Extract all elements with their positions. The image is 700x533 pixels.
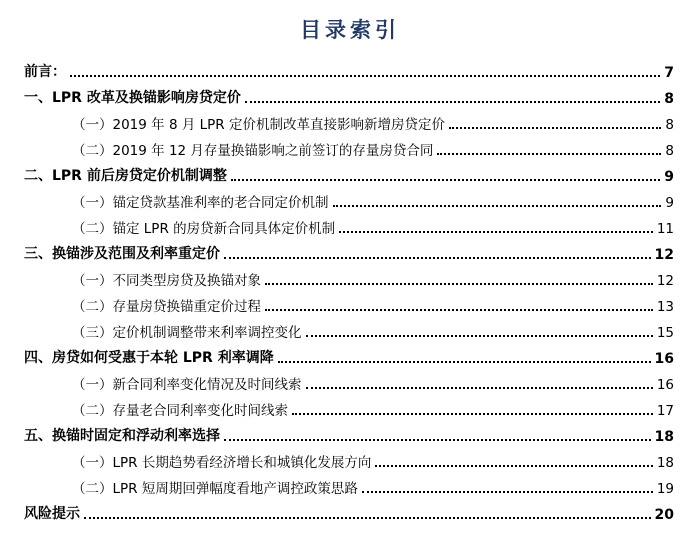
toc-page-number: 13	[656, 299, 674, 315]
toc-subsection-entry[interactable]	[24, 188, 674, 214]
toc-subsection-entry[interactable]	[24, 396, 674, 422]
toc-section-entry[interactable]	[24, 240, 674, 266]
toc-dot-leader	[278, 361, 651, 363]
toc-entry-label: 一、LPR 改革及换锚影响房贷定价	[24, 90, 241, 106]
toc-page-number: 19	[656, 481, 674, 497]
toc-page-number: 18	[656, 455, 674, 471]
toc-entry-label: （二）存量老合同利率变化时间线索	[72, 403, 288, 419]
toc-page-number: 20	[654, 507, 674, 523]
toc-subsection-entry[interactable]	[24, 214, 674, 240]
toc-entry-label: （二）LPR 短周期回弹幅度看地产调控政策思路	[72, 481, 358, 497]
toc-entry-label: 三、换锚涉及范围及利率重定价	[24, 246, 220, 262]
toc-dot-leader	[306, 335, 653, 337]
toc-dot-leader	[70, 75, 660, 77]
toc-page-number: 16	[656, 377, 674, 393]
toc-section-entry[interactable]	[24, 422, 674, 448]
toc-entry-label: （一）新合同利率变化情况及时间线索	[72, 377, 302, 393]
toc-page-number: 7	[664, 65, 674, 81]
toc-entry-label: 风险提示	[24, 506, 80, 522]
toc-dot-leader	[231, 179, 660, 181]
toc-section-entry[interactable]	[24, 344, 674, 370]
toc-dot-leader	[292, 413, 653, 415]
toc-subsection-entry[interactable]	[24, 110, 674, 136]
toc-entry-label: （一）锚定贷款基准利率的老合同定价机制	[72, 195, 329, 211]
toc-subsection-entry[interactable]	[24, 448, 674, 474]
toc-entry-label: 四、房贷如何受惠于本轮 LPR 利率调降	[24, 350, 274, 366]
toc-dot-leader	[449, 127, 661, 129]
toc-entry-label: （一）不同类型房贷及换锚对象	[72, 273, 261, 289]
toc-page-number: 11	[656, 221, 674, 237]
toc-entry-label: 前言：	[24, 64, 66, 80]
toc-section-entry[interactable]	[24, 162, 674, 188]
toc-dot-leader	[224, 439, 651, 441]
page-title: 目录索引	[300, 18, 400, 42]
toc-subsection-entry[interactable]	[24, 136, 674, 162]
toc-dot-leader	[245, 101, 660, 103]
toc-section-entry[interactable]	[24, 500, 674, 526]
toc-dot-leader	[84, 517, 651, 519]
toc-dot-leader	[224, 257, 651, 259]
toc-entry-label: 五、换锚时固定和浮动利率选择	[24, 428, 220, 444]
toc-subsection-entry[interactable]	[24, 474, 674, 500]
toc-entry-label: （三）定价机制调整带来利率调控变化	[72, 325, 302, 341]
toc-section-entry[interactable]	[24, 84, 674, 110]
toc-page-number: 9	[665, 195, 674, 211]
toc-dot-leader	[339, 231, 653, 233]
toc-subsection-entry[interactable]	[24, 370, 674, 396]
toc-dot-leader	[333, 205, 662, 207]
toc-dot-leader	[362, 491, 653, 493]
toc-dot-leader	[265, 309, 653, 311]
toc-entry-label: （二）锚定 LPR 的房贷新合同具体定价机制	[72, 221, 336, 237]
toc-entry-label: （二）存量房贷换锚重定价过程	[72, 299, 261, 315]
toc-dot-leader	[265, 283, 653, 285]
toc-dot-leader	[375, 465, 652, 467]
toc-entry-label: 二、LPR 前后房贷定价机制调整	[24, 168, 227, 184]
toc-dot-leader	[306, 387, 653, 389]
toc-page-number: 12	[654, 247, 674, 263]
toc-page-number: 12	[656, 273, 674, 289]
toc-entry-label: （一）LPR 长期趋势看经济增长和城镇化发展方向	[72, 455, 372, 471]
toc-dot-leader	[437, 153, 661, 155]
toc-page-number: 15	[656, 325, 674, 341]
toc-subsection-entry[interactable]	[24, 318, 674, 344]
toc-page-number: 9	[664, 169, 674, 185]
toc-entry-label: （一）2019 年 8 月 LPR 定价机制改革直接影响新增房贷定价	[72, 117, 445, 133]
toc-page-number: 17	[656, 403, 674, 419]
toc-subsection-entry[interactable]	[24, 292, 674, 318]
toc-page-number: 16	[654, 351, 674, 367]
toc-section-entry[interactable]	[24, 58, 674, 84]
toc-page-number: 8	[664, 91, 674, 107]
table-of-contents	[24, 58, 674, 526]
toc-page-number: 8	[665, 143, 674, 159]
toc-page-number: 8	[665, 117, 674, 133]
toc-entry-label: （二）2019 年 12 月存量换锚影响之前签订的存量房贷合同	[72, 143, 434, 159]
toc-page-number: 18	[654, 429, 674, 445]
toc-subsection-entry[interactable]	[24, 266, 674, 292]
